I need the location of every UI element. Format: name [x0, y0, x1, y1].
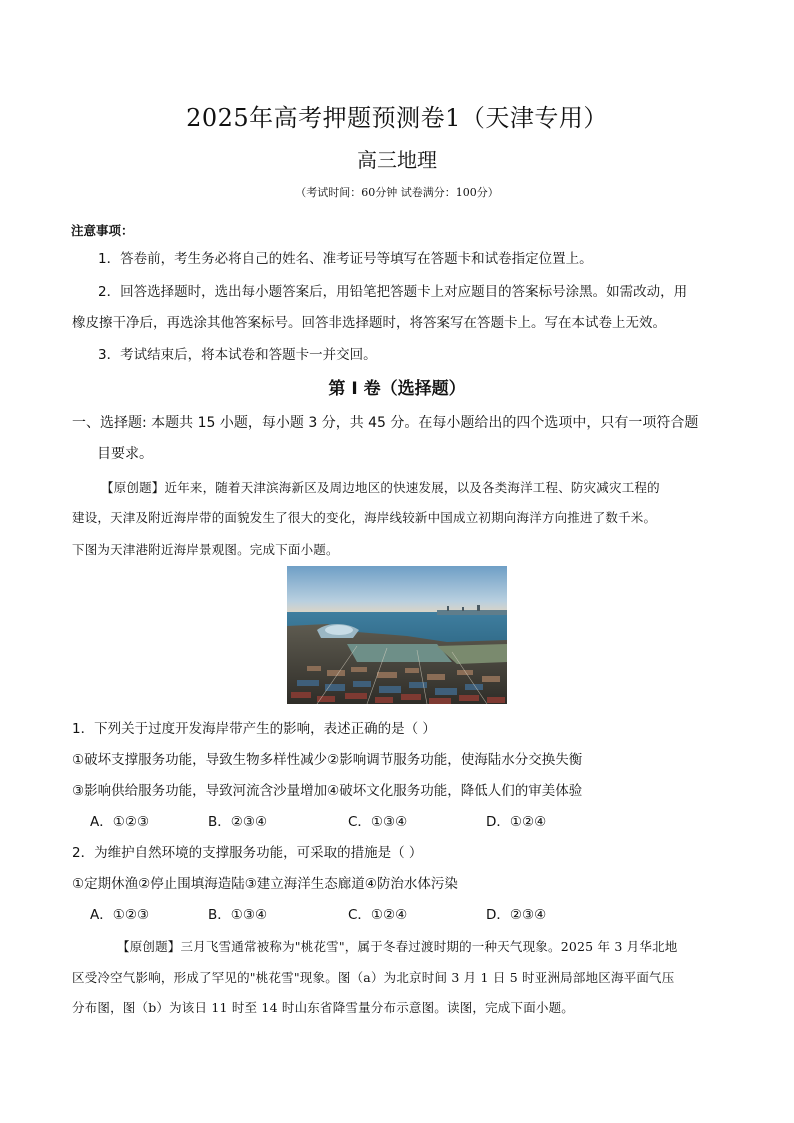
exam-info: （考试时间：60分钟 试卷满分：100分）: [295, 186, 499, 199]
question-2-options: [0, 903, 794, 923]
question-1-statements-line-2: ③影响供给服务功能，导致河流含沙量增加④破坏文化服务功能，降低人们的审美体验: [72, 783, 583, 799]
notice-item-2-line-1: 2．回答选择题时，选出每小题答案后，用铅笔把答题卡上对应题目的答案标号涂黑。如需改动，用: [98, 284, 688, 300]
passage1-line-1: 【原创题】近年来，随着天津滨海新区及周边地区的快速发展，以及各类海洋工程、防灾减灾工程的: [101, 480, 660, 495]
section-intro-line-2: 目要求。: [97, 446, 153, 462]
subject-title: 高三地理: [357, 148, 437, 172]
question-2-option-c[interactable]: C．①②④: [348, 907, 408, 923]
question-1-statements-line-1: ①破坏支撑服务功能，导致生物多样性减少②影响调节服务功能，使海陆水分交换失衡: [72, 752, 583, 768]
notice-heading: 注意事项：: [71, 223, 134, 238]
question-1-stem: 1．下列关于过度开发海岸带产生的影响，表述正确的是（ ）: [72, 721, 436, 737]
tianjin-port-coast-photo: [287, 566, 507, 704]
question-2-option-a[interactable]: A．①②③: [90, 907, 150, 923]
passage2-line-1: 【原创题】三月飞雪通常被称为"桃花雪"，属于冬春过渡时期的一种天气现象。2025 年 3 月华北地: [117, 939, 678, 954]
question-1-option-b[interactable]: B．②③④: [208, 814, 268, 830]
notice-item-3: 3．考试结束后，将本试卷和答题卡一并交回。: [98, 347, 377, 363]
question-1-option-d[interactable]: D．①②④: [486, 814, 547, 830]
passage1-line-2: 建设，天津及附近海岸带的面貌发生了很大的变化，海岸线较新中国成立初期向海洋方向推进了数千米。: [72, 510, 657, 525]
question-1-option-a[interactable]: A．①②③: [90, 814, 150, 830]
question-1-option-c[interactable]: C．①③④: [348, 814, 408, 830]
passage1-line-3: 下图为天津港附近海岸景观图。完成下面小题。: [72, 542, 339, 557]
section-title: 第 I 卷（选择题）: [328, 379, 466, 399]
notice-item-2-line-2: 橡皮擦干净后，再选涂其他答案标号。回答非选择题时，将答案写在答题卡上。写在本试卷上无效。: [72, 315, 666, 331]
question-2-stem: 2．为维护自然环境的支撑服务功能，可采取的措施是（ ）: [72, 845, 423, 861]
question-2-option-b[interactable]: B．①③④: [208, 907, 268, 923]
question-1-options: [0, 810, 794, 830]
passage2-line-3: 分布图，图（b）为该日 11 时至 14 时山东省降雪量分布示意图。读图，完成下面小题。: [72, 1000, 575, 1015]
section-intro-line-1: 一、选择题: 本题共 15 小题，每小题 3 分，共 45 分。在每小题给出的四个选项中，只有一项符合题: [72, 415, 699, 431]
page-title: 2025年高考押题预测卷1（天津专用）: [186, 104, 608, 132]
notice-item-1: 1．答卷前，考生务必将自己的姓名、准考证号等填写在答题卡和试卷指定位置上。: [98, 251, 593, 267]
passage2-line-2: 区受冷空气影响，形成了罕见的"桃花雪"现象。图（a）为北京时间 3 月 1 日 5 时亚洲局部地区海平面气压: [72, 970, 675, 985]
question-2-statements: ①定期休渔②停止围填海造陆③建立海洋生态廊道④防治水体污染: [72, 876, 458, 892]
question-2-option-d[interactable]: D．②③④: [486, 907, 547, 923]
